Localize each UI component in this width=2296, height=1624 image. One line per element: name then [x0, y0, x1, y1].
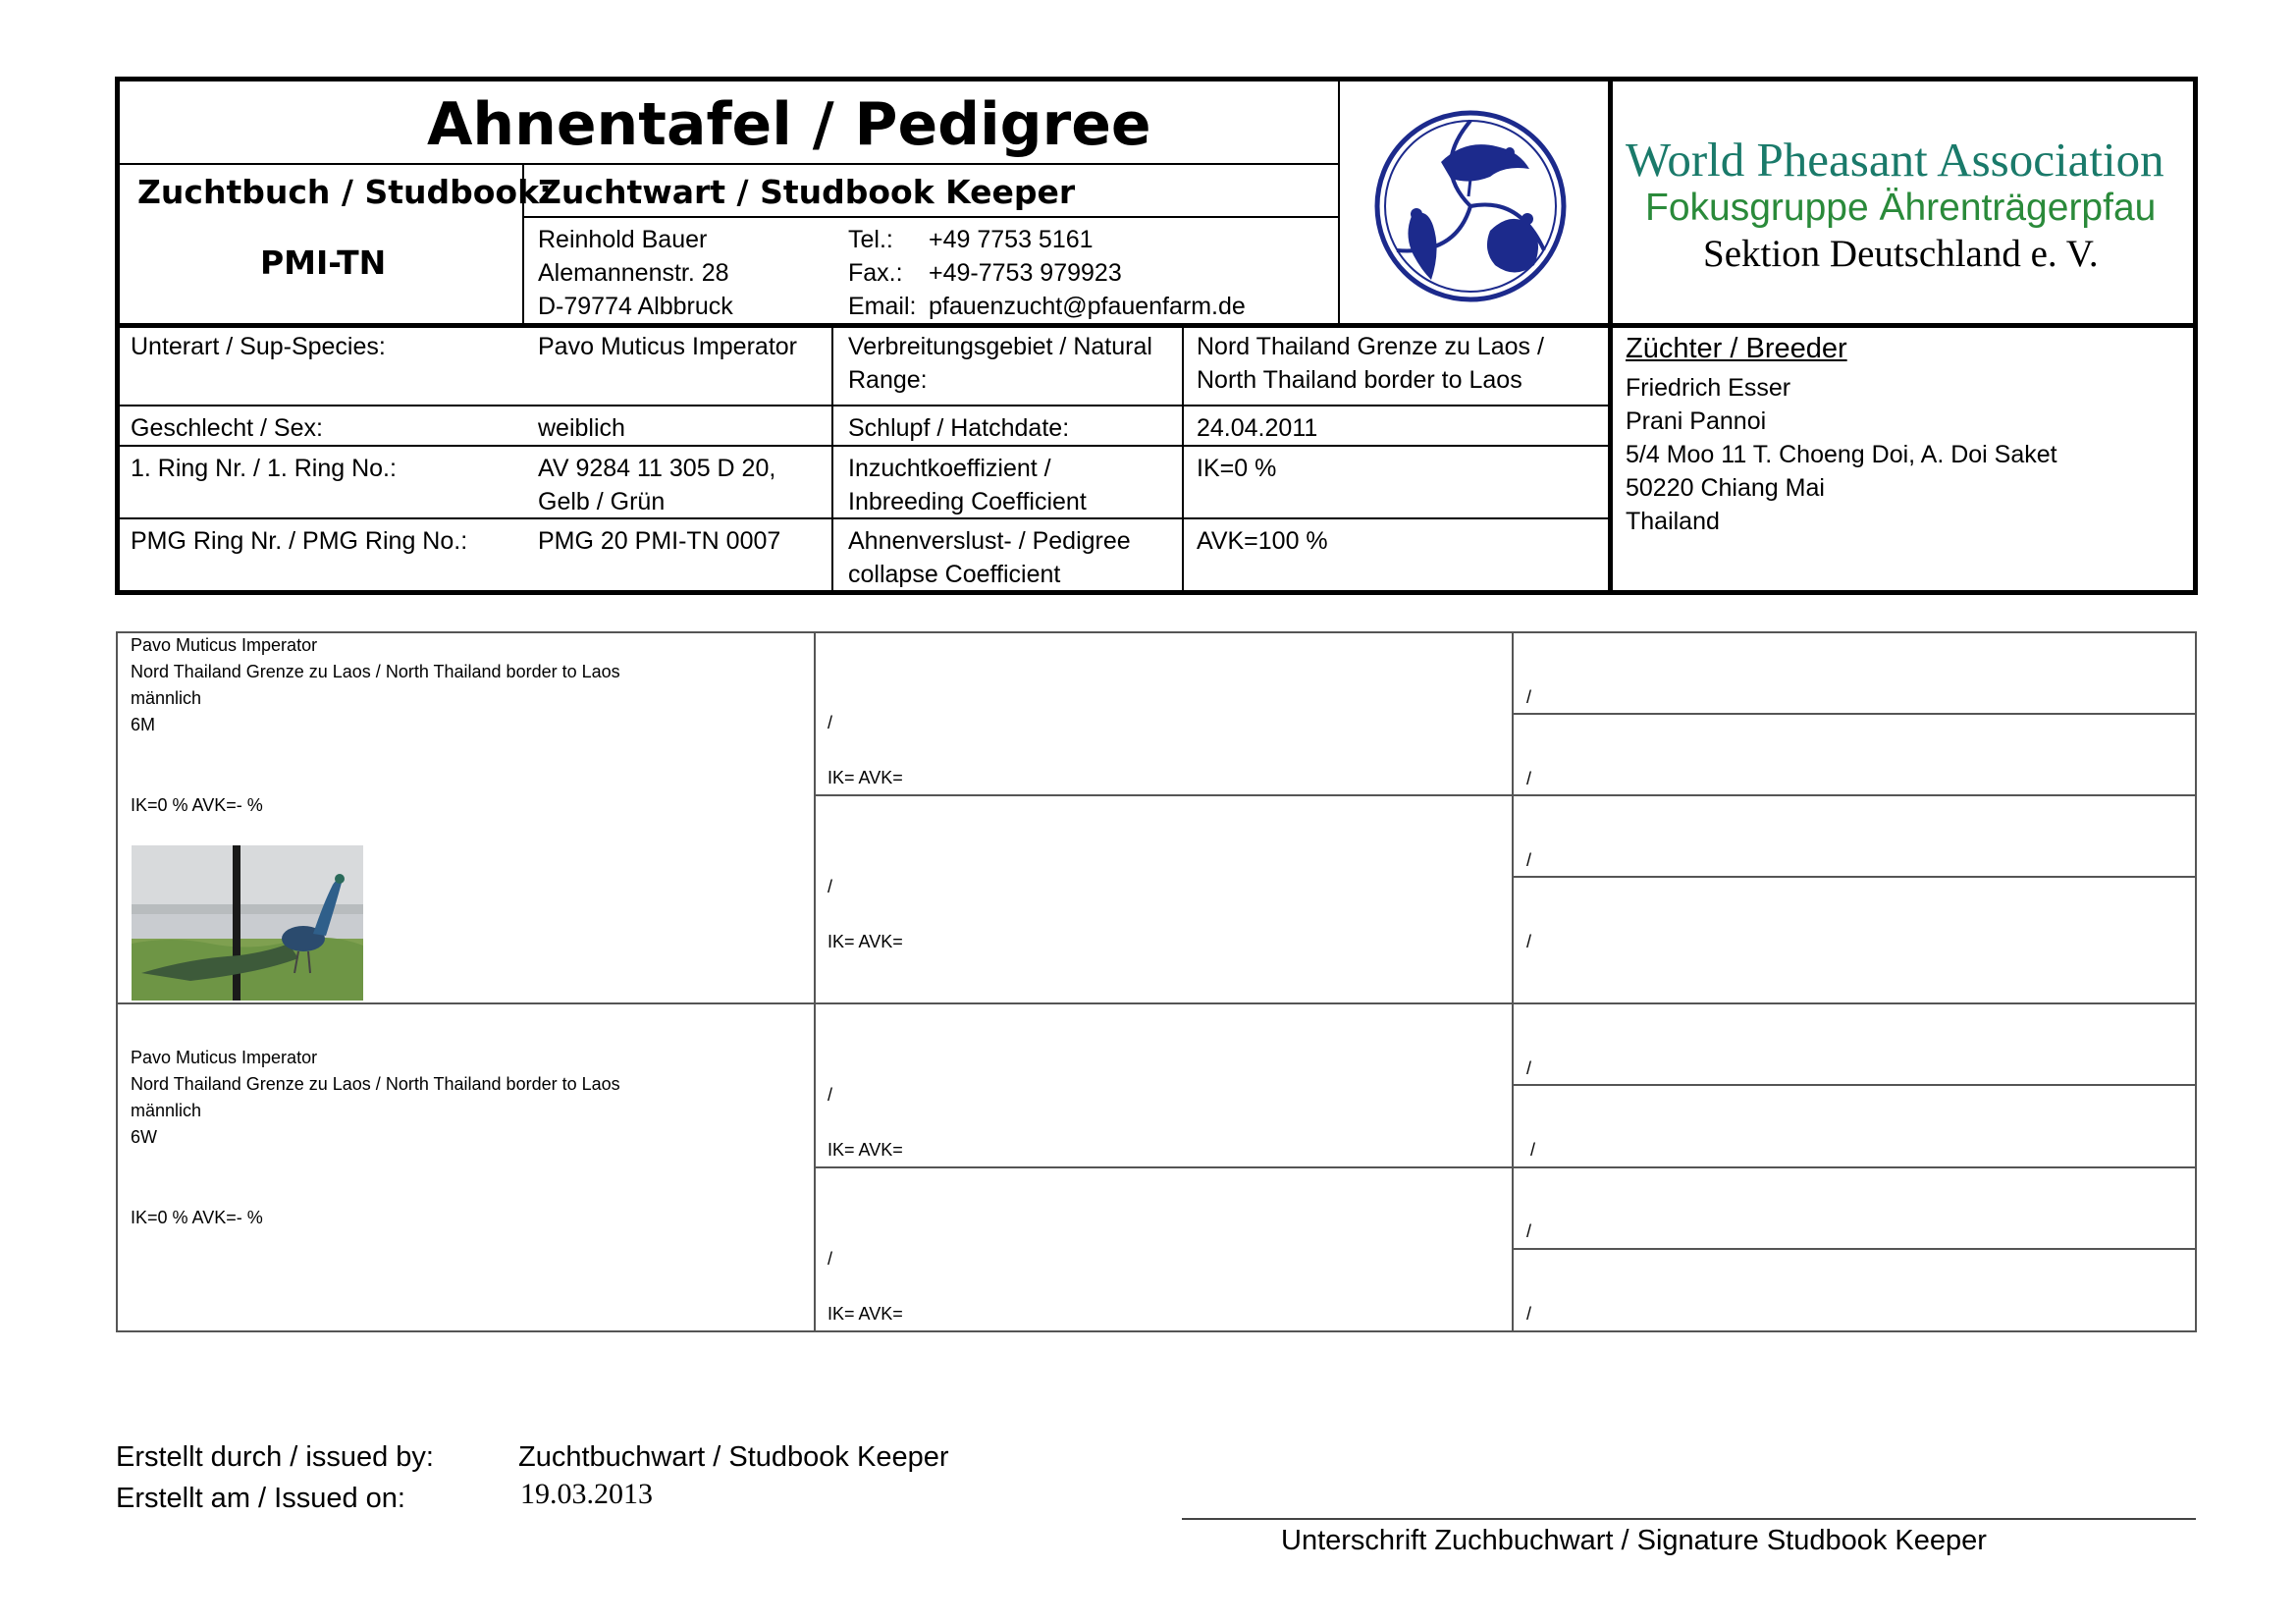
dam-code: 6W	[131, 1127, 157, 1147]
sire-coeff: IK=0 % AVK=- %	[131, 795, 263, 815]
sex-label: Geschlecht / Sex:	[131, 414, 323, 442]
pmg-value: PMG 20 PMI-TN 0007	[538, 527, 781, 555]
grandparent-ik-avk: IK= AVK=	[828, 932, 903, 951]
pedigree-row-line	[1512, 1084, 2197, 1086]
great-grandparent-slash: /	[1530, 1140, 1536, 1160]
inbreed-label-2: Inbreeding Coefficient	[848, 488, 1087, 515]
details-col-line	[831, 326, 833, 593]
great-grandparent-slash: /	[1526, 850, 1532, 870]
studbook-value: PMI-TN	[260, 244, 387, 282]
tel-value: +49 7753 5161	[929, 226, 1094, 253]
subspecies-label: Unterart / Sup-Species:	[131, 333, 386, 360]
inbreed-label: Inzuchtkoeffizient /	[848, 455, 1051, 482]
keeper-underline	[522, 216, 1340, 218]
org-name: World Pheasant Association	[1626, 133, 2164, 187]
page-title: Ahnentafel / Pedigree	[427, 90, 1151, 159]
sire-code: 6M	[131, 715, 156, 734]
pedigree-row-line	[814, 794, 1512, 796]
hatch-value: 24.04.2011	[1197, 414, 1318, 442]
sire-sex: männlich	[131, 688, 202, 708]
avk-value: AVK=100 %	[1197, 527, 1328, 555]
sex-value: weiblich	[538, 414, 625, 442]
logo-divider	[1338, 77, 1340, 324]
inbreed-value: IK=0 %	[1197, 455, 1277, 482]
org-focus-group: Fokusgruppe Ährenträgerpfau	[1645, 187, 2157, 229]
great-grandparent-slash: /	[1526, 1221, 1532, 1241]
dam-sex: männlich	[131, 1101, 202, 1120]
grandparent-ik-avk: IK= AVK=	[828, 768, 903, 787]
issued-by-value: Zuchtbuchwart / Studbook Keeper	[518, 1441, 949, 1473]
avk-label: Ahnenverslust- / Pedigree	[848, 527, 1131, 555]
keeper-city: D-79774 Albbruck	[538, 293, 733, 320]
great-grandparent-slash: /	[1526, 1058, 1532, 1078]
header-divider	[115, 323, 2198, 328]
breeder-heading: Züchter / Breeder	[1626, 333, 1847, 364]
grandparent-ik-avk: IK= AVK=	[828, 1140, 903, 1160]
pmg-label: PMG Ring Nr. / PMG Ring No.:	[131, 527, 468, 555]
pedigree-row-line	[1512, 1166, 2197, 1168]
sire-range: Nord Thailand Grenze zu Laos / North Thailand border to Laos	[131, 662, 620, 681]
great-grandparent-slash: /	[1526, 769, 1532, 788]
breeder-line4: 50220 Chiang Mai	[1626, 474, 1825, 502]
issued-on-value: 19.03.2013	[520, 1478, 653, 1510]
keeper-label: Zuchtwart / Studbook Keeper	[538, 173, 1076, 211]
avk-label-2: collapse Coefficient	[848, 561, 1061, 588]
pedigree-row-line	[1512, 713, 2197, 715]
details-row-line	[118, 405, 1610, 406]
pedigree-row-line	[1512, 794, 2197, 796]
dam-species: Pavo Muticus Imperator	[131, 1048, 318, 1067]
grandparent-slash: /	[828, 713, 833, 732]
fax-value: +49-7753 979923	[929, 259, 1122, 287]
signature-line	[1182, 1518, 2196, 1520]
signature-label: Unterschrift Zuchbuchwart / Signature Studbook Keeper	[1281, 1525, 1987, 1556]
range-label: Verbreitungsgebiet / Natural	[848, 333, 1152, 360]
great-grandparent-slash: /	[1526, 932, 1532, 951]
issued-on-label: Erstellt am / Issued on:	[116, 1483, 405, 1514]
keeper-street: Alemannenstr. 28	[538, 259, 729, 287]
grandparent-slash: /	[828, 1249, 833, 1269]
grandparent-ik-avk: IK= AVK=	[828, 1304, 903, 1324]
range-value-2: North Thailand border to Laos	[1197, 366, 1522, 394]
email-value[interactable]: pfauenzucht@pfauenfarm.de	[929, 293, 1246, 320]
fax-label: Fax.:	[848, 259, 903, 287]
dam-coeff: IK=0 % AVK=- %	[131, 1208, 263, 1227]
pedigree-col-line	[814, 631, 816, 1332]
email-label: Email:	[848, 293, 917, 320]
ring-value-2: Gelb / Grün	[538, 488, 666, 515]
title-underline	[118, 163, 1340, 165]
details-col-line	[1182, 326, 1184, 593]
pedigree-grid	[116, 631, 2197, 1332]
pedigree-row-line	[1512, 876, 2197, 878]
pedigree-row-line	[814, 1166, 1512, 1168]
range-value: Nord Thailand Grenze zu Laos /	[1197, 333, 1544, 360]
issued-by-label: Erstellt durch / issued by:	[116, 1441, 434, 1473]
grandparent-slash: /	[828, 1085, 833, 1105]
tel-label: Tel.:	[848, 226, 893, 253]
great-grandparent-slash: /	[1526, 1304, 1532, 1324]
breeder-line3: 5/4 Moo 11 T. Choeng Doi, A. Doi Saket	[1626, 441, 2057, 468]
peacock-photo	[132, 845, 363, 1001]
org-section: Sektion Deutschland e. V.	[1703, 233, 2099, 275]
ring-label: 1. Ring Nr. / 1. Ring No.:	[131, 455, 397, 482]
keeper-name: Reinhold Bauer	[538, 226, 708, 253]
hatch-label: Schlupf / Hatchdate:	[848, 414, 1070, 442]
studbook-label: Zuchtbuch / Studbook:	[137, 173, 553, 211]
details-row-line	[118, 445, 1610, 447]
wpa-logo-icon	[1372, 108, 1569, 304]
great-grandparent-slash: /	[1526, 687, 1532, 707]
breeder-line5: Thailand	[1626, 508, 1720, 535]
pedigree-row-line	[116, 1002, 2197, 1004]
dam-range: Nord Thailand Grenze zu Laos / North Thailand border to Laos	[131, 1074, 620, 1094]
range-label-2: Range:	[848, 366, 928, 394]
subspecies-value: Pavo Muticus Imperator	[538, 333, 797, 360]
pedigree-col-line	[1512, 631, 1514, 1332]
grandparent-slash: /	[828, 877, 833, 896]
breeder-name: Friedrich Esser	[1626, 374, 1791, 402]
sire-species: Pavo Muticus Imperator	[131, 635, 318, 655]
pedigree-row-line	[1512, 1248, 2197, 1250]
ring-value: AV 9284 11 305 D 20,	[538, 455, 776, 482]
breeder-line2: Prani Pannoi	[1626, 407, 1767, 435]
